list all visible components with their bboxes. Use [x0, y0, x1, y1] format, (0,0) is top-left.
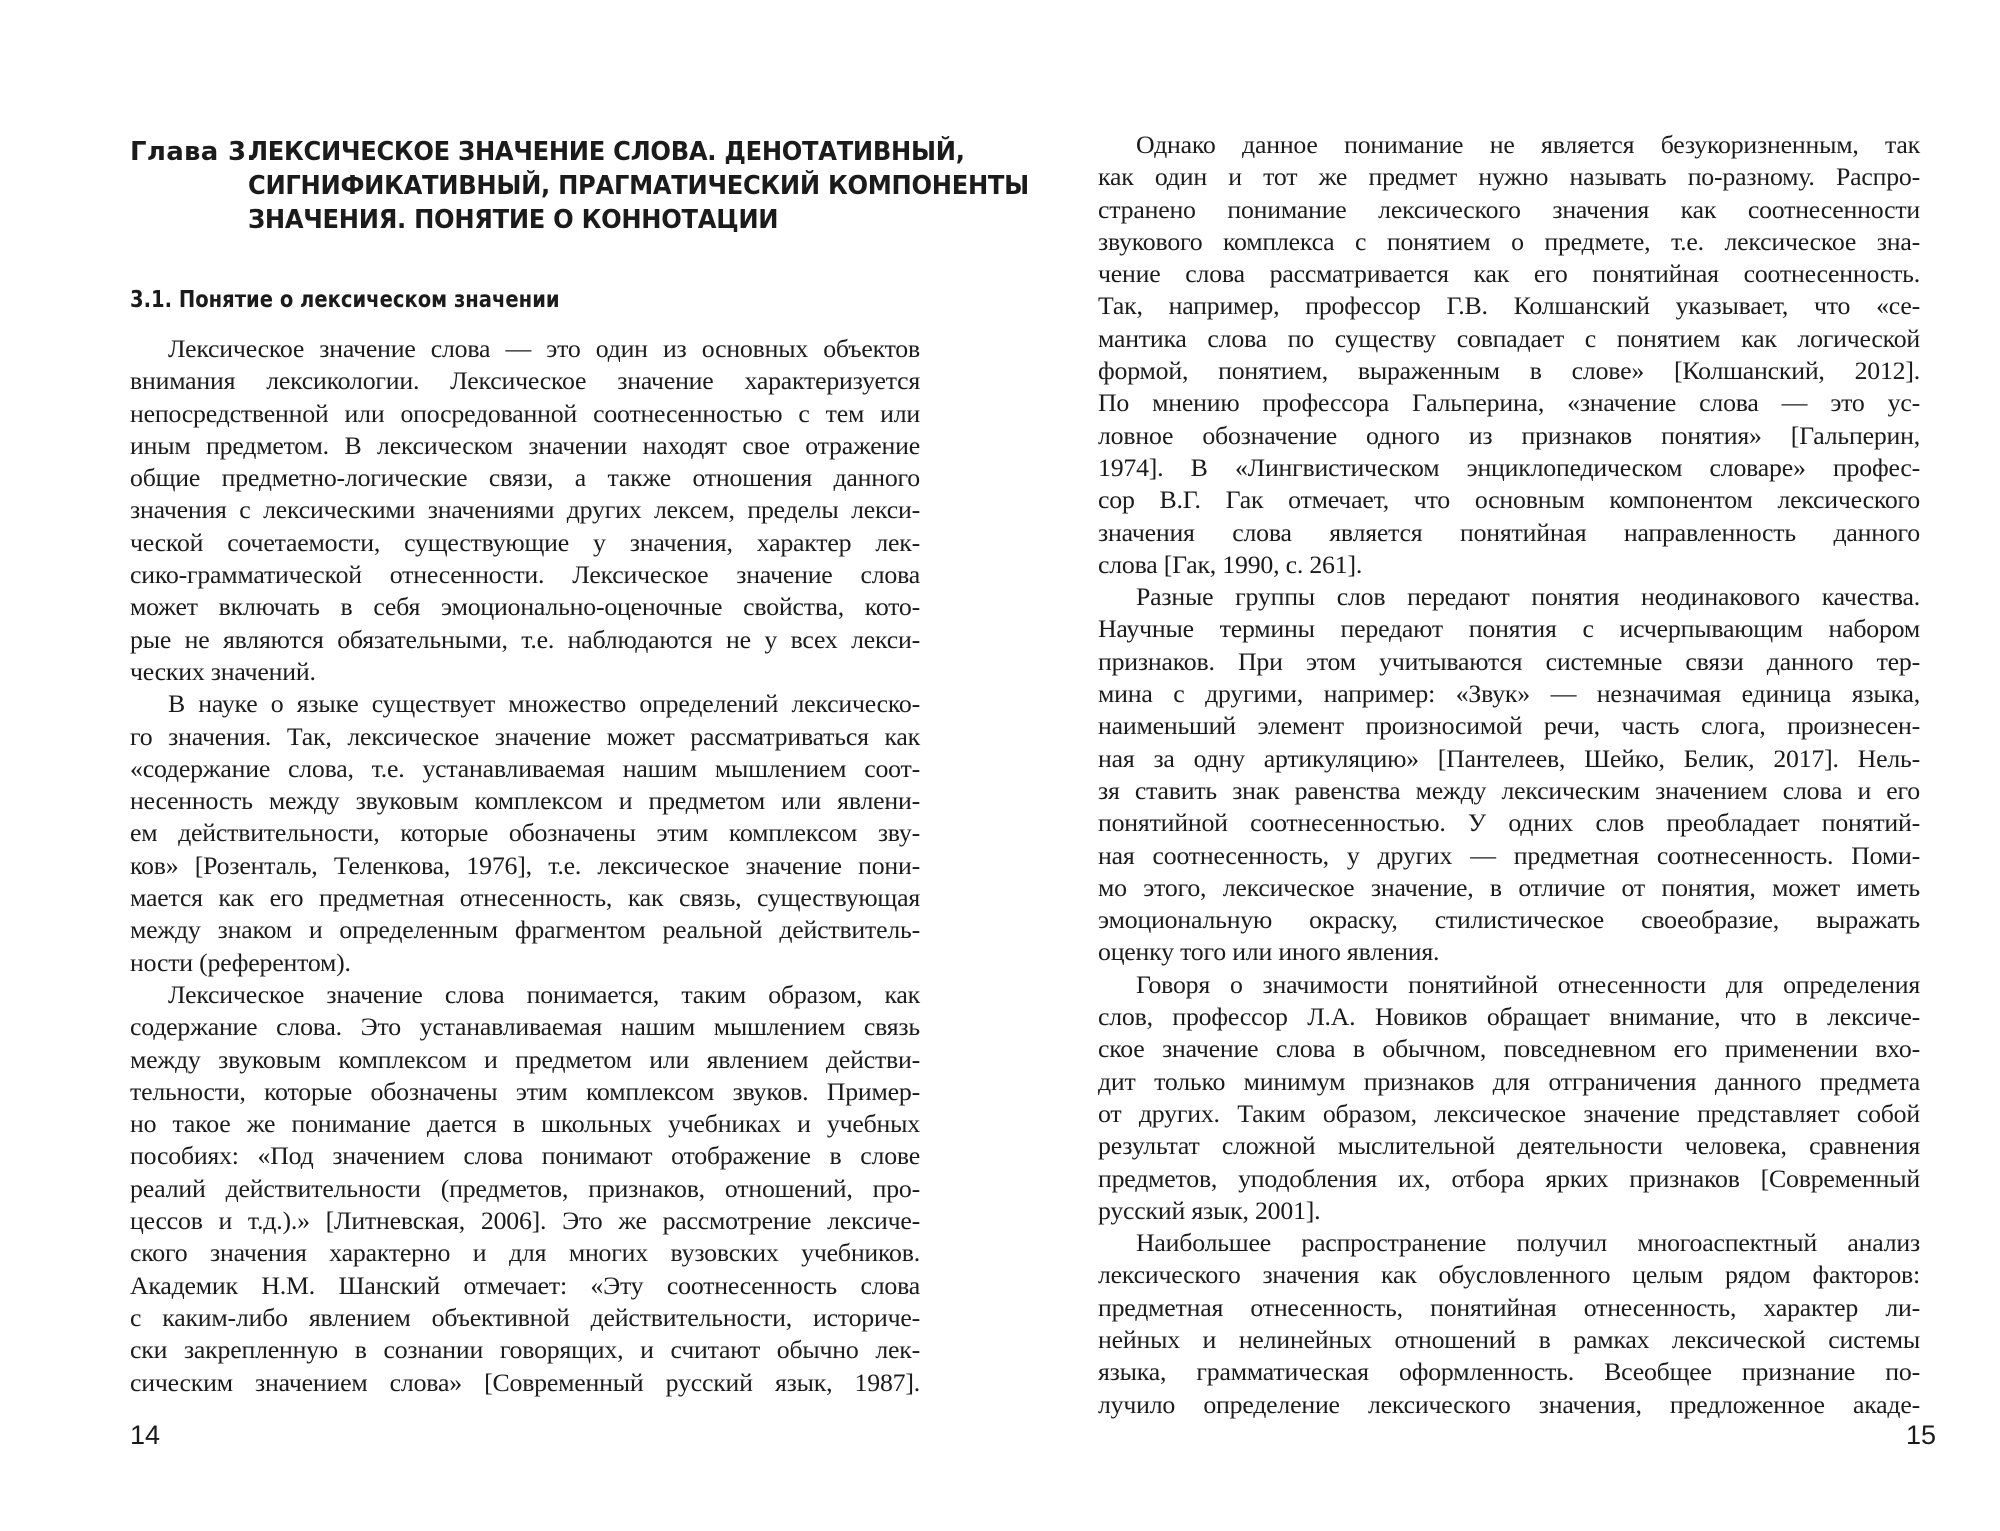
text-line: ков» [Розенталь, Теленкова, 1976], т.е. лексическое значение пони- [130, 850, 920, 880]
text-line: предметная отнесенность, понятийная отнесенность, характер ли- [1098, 1292, 1920, 1322]
page-number: 15 [1906, 1420, 1937, 1450]
text-line: оценку того или иного явления. [1098, 937, 1440, 967]
text-line: лучило определение лексического значения, предложенное акаде- [1098, 1389, 1920, 1419]
right-page-body [1098, 129, 1920, 1421]
text-line: между звуковым комплексом и предметом или явлением действи- [130, 1044, 920, 1074]
text-line: ски закрепленную в сознании говорящих, и считают обычно лек- [130, 1335, 920, 1365]
text-line: с каким-либо явлением объективной действительности, историче- [130, 1302, 920, 1332]
text-line: пособиях: «Под значением слова понимают отображение в слове [130, 1141, 920, 1171]
text-line: Однако данное понимание не является безукоризненным, так [1136, 130, 1920, 159]
text-line: сор В.Г. Гак отмечает, что основным компонентом лексического [1098, 485, 1920, 515]
chapter-label: Глава 3. [130, 137, 257, 167]
text-line: понятийной соотнесенностью. У одних слов преобладает понятий- [1098, 808, 1920, 838]
text-line: мантика слова по существу совпадает с понятием как логической [1098, 323, 1920, 353]
text-line: сико-грамматической отнесенности. Лексическое значение слова [130, 560, 920, 590]
text-line: наименьший элемент произносимой речи, часть слога, произнесен- [1098, 711, 1920, 741]
text-line: слов, профессор Л.А. Новиков обращает внимание, что в лексиче- [1098, 1002, 1920, 1032]
text-line: Лексическое значение слова понимается, таким образом, как [168, 979, 920, 1009]
text-line: ности (референтом). [130, 947, 351, 977]
text-line: результат сложной мыслительной деятельности человека, сравнения [1098, 1131, 1920, 1161]
text-line: Лексическое значение слова — это один из основных объектов [168, 334, 920, 363]
text-line: нейных и нелинейных отношений в рамках лексической системы [1098, 1324, 1920, 1354]
text-line: формой, понятием, выраженным в слове» [Колшанский, 2012]. [1098, 356, 1920, 386]
left-page [130, 0, 1029, 1531]
text-line: цессов и т.д.).» [Литневская, 2006]. Это же рассмотрение лексиче- [130, 1206, 920, 1236]
text-line: зя ставить знак равенства между лексическим значением слова и его [1098, 775, 1920, 805]
text-line: Научные термины передают понятия с исчерпывающим набором [1098, 614, 1920, 644]
left-page-body [130, 333, 920, 1399]
text-line: но такое же понимание дается в школьных учебниках и учебных [130, 1109, 920, 1139]
text-line: общие предметно-логические связи, а также отношения данного [130, 463, 920, 493]
text-line: несенность между звуковым комплексом и предметом или явлени- [130, 786, 920, 816]
text-line: как один и тот же предмет нужно называть по-разному. Распро- [1098, 162, 1920, 192]
section-heading: 3.1. Понятие о лексическом значении [130, 287, 560, 313]
text-line: содержание слова. Это устанавливаемая нашим мышлением связь [130, 1012, 920, 1042]
text-line: внимания лексикологии. Лексическое значение характеризуется [130, 366, 920, 396]
text-line: эмоциональную окраску, стилистическое своеобразие, выражать [1098, 905, 1920, 935]
text-line: мина с другими, например: «Звук» — незначимая единица языка, [1098, 679, 1920, 709]
text-line: Академик Н.М. Шанский отмечает: «Эту соотнесенность слова [130, 1270, 920, 1300]
text-line: го значения. Так, лексическое значение может рассматриваться как [130, 721, 920, 751]
text-line: Так, например, профессор Г.В. Колшанский указывает, что «се- [1098, 291, 1920, 321]
text-line: непосредственной или опосредованной соотнесенностью с тем или [130, 398, 920, 428]
text-line: Наибольшее распространение получил многоаспектный анализ [1136, 1228, 1920, 1258]
text-line: лексического значения как обусловленного целым рядом факторов: [1098, 1260, 1920, 1290]
text-line: сическим значением слова» [Современный русский язык, 1987]. [130, 1367, 920, 1397]
text-line: чение слова рассматривается как его понятийная соотнесенность. [1098, 259, 1920, 289]
text-line: странено понимание лексического значения как соотнесенности [1098, 194, 1920, 224]
text-line: Разные группы слов передают понятия неодинакового качества. [1136, 582, 1920, 612]
text-line: «содержание слова, т.е. устанавливаемая нашим мышлением соот- [130, 753, 920, 783]
text-line: предметов, уподобления их, отбора ярких признаков [Современный [1098, 1163, 1920, 1193]
text-line: Говоря о значимости понятийной отнесенности для определения [1136, 969, 1920, 999]
text-line: тельности, которые обозначены этим комплексом звуков. Пример- [130, 1076, 920, 1106]
text-line: ского значения характерно и для многих вузовских учебников. [130, 1238, 920, 1268]
text-line: мо этого, лексическое значение, в отличие от понятия, может иметь [1098, 872, 1920, 902]
text-line: В науке о языке существует множество определений лексическо- [168, 689, 920, 719]
text-line: ческих значений. [130, 656, 316, 686]
text-line: значения с лексическими значениями других лексем, пределы лекси- [130, 495, 920, 525]
text-line: ское значение слова в обычном, повседневном его применении вхо- [1098, 1034, 1920, 1064]
text-line: мается как его предметная отнесенность, как связь, существующая [130, 883, 920, 913]
text-line: дит только минимум признаков для отграничения данного предмета [1098, 1066, 1920, 1096]
chapter-title-line: ЛЕКСИЧЕСКОЕ ЗНАЧЕНИЕ СЛОВА. ДЕНОТАТИВНЫЙ, [248, 137, 965, 167]
text-line: ная соотнесенность, у других — предметная соотнесенность. Поми- [1098, 840, 1920, 870]
text-line: реалий действительности (предметов, признаков, отношений, про- [130, 1173, 920, 1203]
text-line: ловное обозначение одного из признаков понятия» [Гальперин, [1098, 420, 1920, 450]
right-page [1098, 0, 1937, 1531]
text-line: значения слова является понятийная направленность данного [1098, 517, 1920, 547]
text-line: 1974]. В «Лингвистическом энциклопедическом словаре» профес- [1098, 452, 1920, 482]
chapter-title [248, 135, 1029, 237]
text-line: ческой сочетаемости, существующие у значения, характер лек- [130, 527, 920, 557]
text-line: слова [Гак, 1990, с. 261]. [1098, 549, 1363, 579]
page-number: 14 [130, 1420, 161, 1450]
text-line: рые не являются обязательными, т.е. наблюдаются не у всех лекси- [130, 624, 920, 654]
text-line: иным предметом. В лексическом значении находят свое отражение [130, 430, 920, 460]
text-line: русский язык, 2001]. [1098, 1195, 1321, 1225]
text-line: По мнению профессора Гальперина, «значение слова — это ус- [1098, 388, 1920, 418]
chapter-title-line: СИГНИФИКАТИВНЫЙ, ПРАГМАТИЧЕСКИЙ КОМПОНЕНТЫ [248, 171, 1029, 201]
text-line: ная за одну артикуляцию» [Пантелеев, Шейко, Белик, 2017]. Нель- [1098, 743, 1920, 773]
text-line: ем действительности, которые обозначены этим комплексом зву- [130, 818, 920, 848]
text-line: может включать в себя эмоционально-оценочные свойства, кото- [130, 592, 920, 622]
text-line: языка, грамматическая оформленность. Всеобщее признание по- [1098, 1357, 1920, 1387]
text-line: звукового комплекса с понятием о предмете, т.е. лексическое зна- [1098, 226, 1920, 256]
text-line: от других. Таким образом, лексическое значение представляет собой [1098, 1098, 1920, 1128]
text-line: признаков. При этом учитываются системные связи данного тер- [1098, 646, 1920, 676]
chapter-title-line: ЗНАЧЕНИЯ. ПОНЯТИЕ О КОННОТАЦИИ [248, 205, 779, 235]
text-line: между знаком и определенным фрагментом реальной действитель- [130, 915, 920, 945]
